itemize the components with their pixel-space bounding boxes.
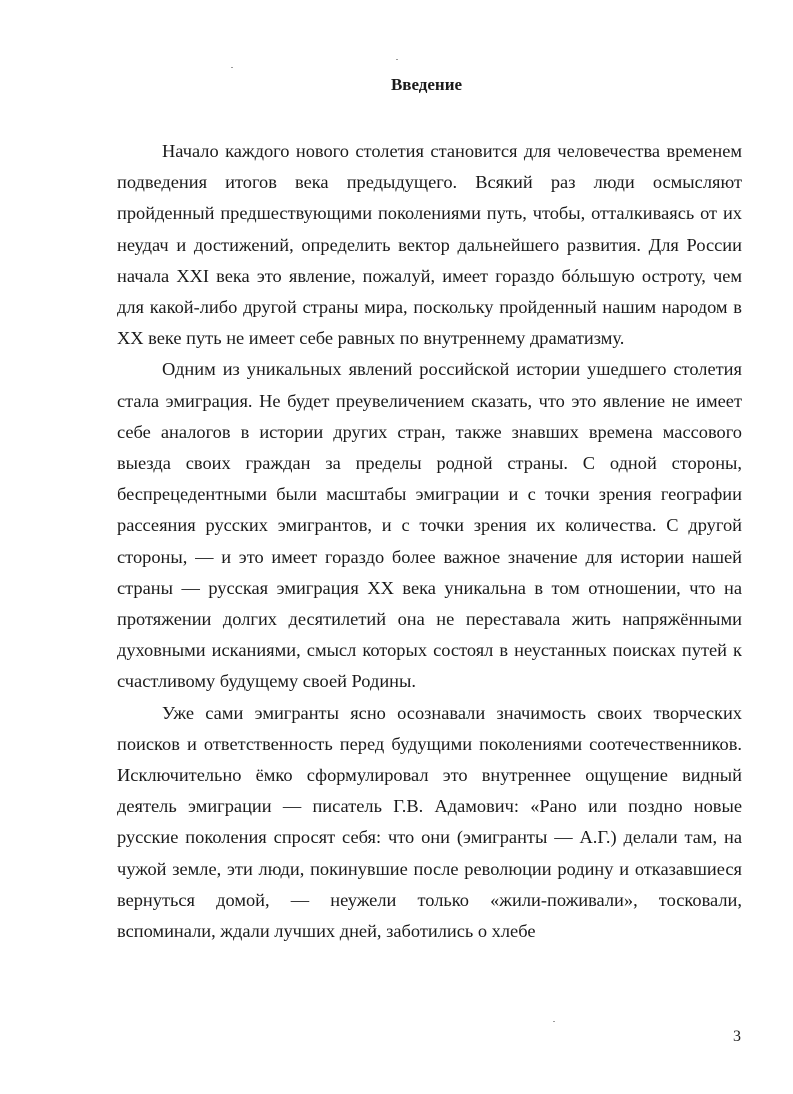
body-text — [117, 136, 742, 947]
page-title: Введение — [390, 75, 463, 94]
page-number: 3 — [733, 1028, 741, 1045]
scan-speck — [396, 59, 398, 60]
scan-speck — [231, 67, 233, 68]
scan-speck — [553, 1021, 555, 1022]
paragraph-3: Уже сами эмигранты ясно осознавали значимость своих творческих поисков и ответственность перед будущими поколениями соотечественников. Исключительно ёмко сформулировал это внутреннее ощущение видный деятель эмиграции — писатель Г.В. Адамович: «Рано или поздно новые русские поколения спросят себя: что они (эмигранты — А.Г.) делали там, на чужой земле, эти люди, покинувшие после революции родину и отказавшиеся вернуться домой, — неужели только «жили-поживали», тосковали, вспоминали, ждали лучших дней, заботились о хлебе — [117, 702, 742, 942]
paragraph-1: Начало каждого нового столетия становится для человечества временем подведения итогов века предыдущего. Всякий раз люди осмысляют пройденный предшествующими поколениями путь, чтобы, отталкиваясь от их неудач и достижений, определить вектор дальнейшего развития. Для России начала XXI века это явление, пожалуй, имеет гораздо бóльшую остроту, чем для какой-либо другой страны мира, поскольку пройденный нашим народом в XX веке путь не имеет себе равных по внутреннему драматизму. — [117, 141, 742, 349]
paragraph-2: Одним из уникальных явлений российской истории ушедшего столетия стала эмиграция. Не будет преувеличением сказать, что это явление не имеет себе аналогов в истории других стран, также знавших времена массового выезда своих граждан за пределы родной страны. С одной стороны, беспрецедентными были масштабы эмиграции и с точки зрения географии рассеяния русских эмигрантов, и с точки зрения их количества. С другой стороны, — и это имеет гораздо более важное значение для истории нашей страны — русская эмиграция XX века уникальна в том отношении, что на протяжении долгих десятилетий она не переставала жить напряжёнными духовными исканиями, смысл которых состоял в неустанных поисках путей к счастливому будущему своей Родины. — [117, 359, 742, 692]
